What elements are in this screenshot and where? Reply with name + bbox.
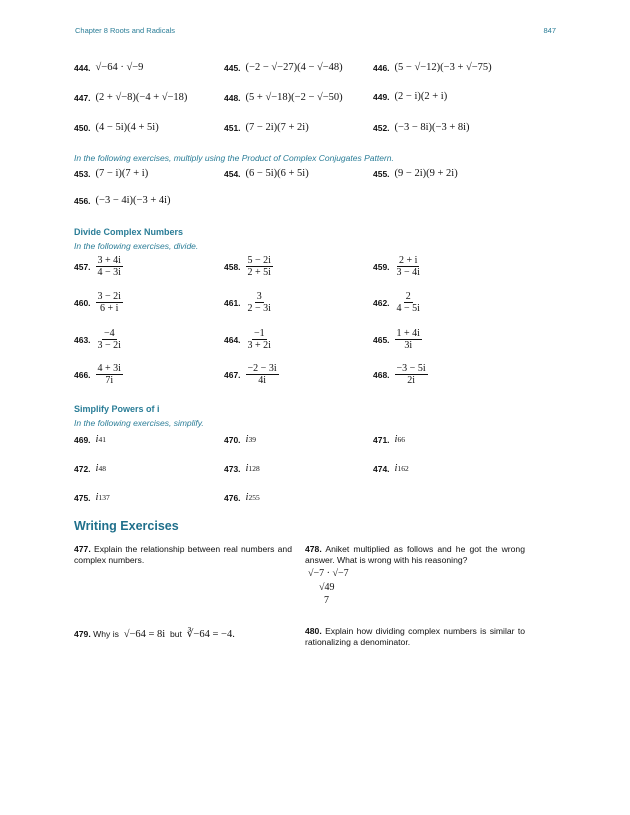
powers-heading: Simplify Powers of i <box>74 404 160 414</box>
exercise-466: 466. $\frac{4 + 3i}{7i}$ <box>74 363 121 386</box>
conjugates-instruction: In the following exercises, multiply using the Product of Complex Conjugates Pattern. <box>74 153 394 163</box>
exercise-480: 480. Explain how dividing complex numbers is similar to rationalizing a denominator. <box>305 626 525 647</box>
exercise-462: 462. $\frac{2}{4 - 5i}$ <box>373 291 420 314</box>
exercise-455: 455. (9 − 2i)(9 + 2i) <box>373 168 458 179</box>
powers-instruction: In the following exercises, simplify. <box>74 418 204 428</box>
exercise-460: 460. $\frac{3 - 2i}{6 + i}$ <box>74 291 121 314</box>
exercise-475: 475. i 137 <box>74 492 110 503</box>
exercise-474: 474. i 162 <box>373 463 409 474</box>
writing-exercises-heading: Writing Exercises <box>74 519 179 533</box>
exercise-463: 463. $\frac{-4}{3 - 2i}$ <box>74 328 121 351</box>
exercise-478-work-line1: √−7 · √−7 <box>308 568 349 579</box>
exercise-478-work-line3: 7 <box>324 595 329 606</box>
exercise-477: 477. Explain the relationship between real numbers and complex numbers. <box>74 544 292 565</box>
exercise-471: 471. i 66 <box>373 434 405 445</box>
divide-heading: Divide Complex Numbers <box>74 227 184 237</box>
exercise-459: 459. $\frac{2 + i}{3 - 4i}$ <box>373 255 420 278</box>
page-number: 847 <box>543 26 556 35</box>
exercise-472: 472. i 48 <box>74 463 106 474</box>
exercise-476: 476. i 255 <box>224 492 260 503</box>
exercise-450: 450. (4 − 5i)(4 + 5i) <box>74 122 159 133</box>
exercise-449: 449. (2 − i)(2 + i) <box>373 91 448 102</box>
exercise-478: 478. Aniket multiplied as follows and he got the wrong answer. What is wrong with his reasoning? <box>305 544 525 565</box>
exercise-447: 447. (2 + √−8)(−4 + √−18) <box>74 92 188 103</box>
exercise-479: 479. Why is √−64 = 8i but ∛−64 = −4. <box>74 629 235 640</box>
exercise-444: 444. √−64 · √−9 <box>74 62 144 73</box>
exercise-451: 451. (7 − 2i)(7 + 2i) <box>224 122 309 133</box>
exercise-452: 452. (−3 − 8i)(−3 + 8i) <box>373 122 470 133</box>
exercise-457: 457. $\frac{3 + 4i}{4 - 3i}$ <box>74 255 121 278</box>
exercise-456: 456. (−3 − 4i)(−3 + 4i) <box>74 195 171 206</box>
exercise-467: 467. $\frac{-2 - 3i}{4i}$ <box>224 363 277 386</box>
exercise-458: 458. $\frac{5 - 2i}{2 + 5i}$ <box>224 255 271 278</box>
chapter-header: Chapter 8 Roots and Radicals <box>75 26 176 35</box>
exercise-446: 446. (5 − √−12)(−3 + √−75) <box>373 62 492 73</box>
exercise-464: 464. $\frac{-1}{3 + 2i}$ <box>224 328 271 351</box>
divide-instruction: In the following exercises, divide. <box>74 241 199 251</box>
exercise-445: 445. (−2 − √−27)(4 − √−48) <box>224 62 343 73</box>
exercise-478-work-line2: √49 <box>319 582 335 593</box>
exercise-473: 473. i 128 <box>224 463 260 474</box>
exercise-468: 468. $\frac{-3 - 5i}{2i}$ <box>373 363 426 386</box>
exercise-469: 469. i 41 <box>74 434 106 445</box>
exercise-454: 454. (6 − 5i)(6 + 5i) <box>224 168 309 179</box>
exercise-461: 461. $\frac{3}{2 - 3i}$ <box>224 291 271 314</box>
exercise-465: 465. $\frac{1 + 4i}{3i}$ <box>373 328 420 351</box>
exercise-470: 470. i 39 <box>224 434 256 445</box>
exercise-448: 448. (5 + √−18)(−2 − √−50) <box>224 92 343 103</box>
exercise-453: 453. (7 − i)(7 + i) <box>74 168 149 179</box>
